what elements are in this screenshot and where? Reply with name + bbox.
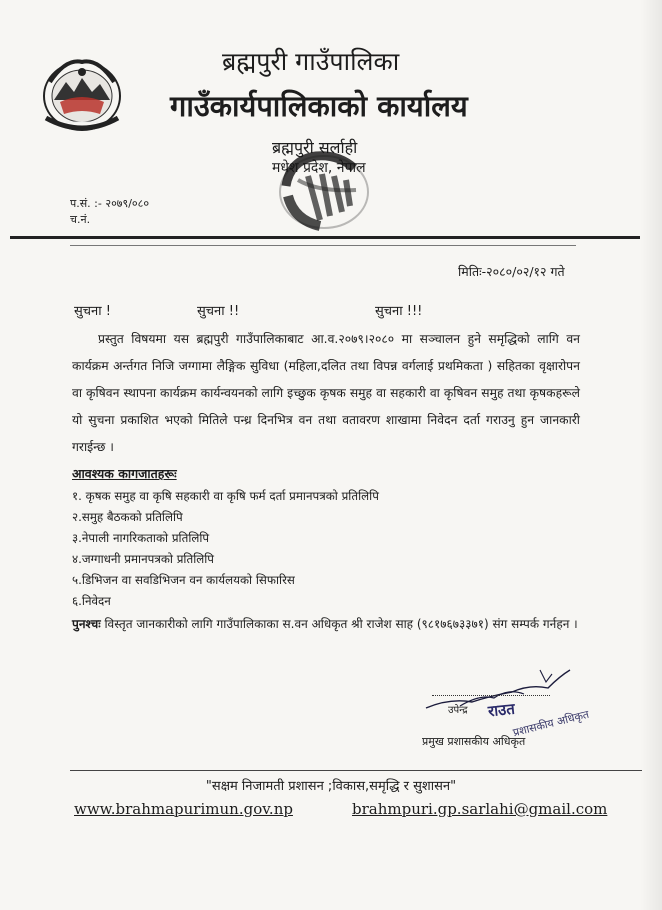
signatory-name: उपेन्द्र (448, 705, 468, 716)
page-edge-shadow (640, 0, 662, 910)
postscript-text: विस्तृत जानकारीको लागि गाउँपालिकाका स.वन अधिकृत श्री राजेश साह (९८१७६७३३७१) संग सम्पर्क गर्नहन । (104, 617, 578, 631)
document-item: ३.नेपाली नागरिकताको प्रतिलिपि (72, 531, 210, 545)
office-name: गाउँकार्यपालिकाको कार्यालय (170, 89, 468, 123)
reference-number: प.सं. :- २०७९/०८० (70, 197, 150, 210)
nepal-emblem-icon (36, 52, 128, 136)
signatory-name-handwritten: राउत (487, 699, 516, 721)
required-documents-list (72, 486, 379, 612)
letter-date: मितिः-२०८०/०२/१२ गते (458, 264, 565, 279)
address-line-2: मधेश प्रदेश, नेपाल (272, 160, 366, 176)
signature-line (432, 695, 550, 696)
website-link[interactable]: www.brahmapurimun.gov.np (74, 800, 293, 818)
address-line-1: ब्रह्मपुरी सर्लाही (272, 138, 358, 157)
office-stamp-icon (268, 146, 380, 234)
document-item: १. कृषक समुह वा कृषि सहकारी वा कृषि फर्म दर्ता प्रमानपत्रको प्रतिलिपि (72, 489, 379, 503)
notice-body (72, 326, 580, 461)
municipality-name: ब्रह्मपुरी गाउँपालिका (222, 47, 400, 76)
notice-body-text: प्रस्तुत विषयमा यस ब्रह्मपुरी गाउँपालिकाबाट आ.व.२०७९।२०८० मा सञ्चालन हुने समृद्धिको लागि वन कार्यक्रम अर्न्तगत निजि जग्गामा लैङ्गिक सुविधा (महिला,दलित तथा विपन्न वर्गलाई प्रथमिकता ) सहितका वृक्षारोपन वा कृषिवन स्थापना कार्यक्रम कार्यन्वयनको लागि इच्छुक कृषक समुह वा सहकारी वा कृषिवन समुह तथा कृषकहरूले यो सुचना प्रकाशित भएको मितिले पन्ध्र दिनभित्र वन तथा वतावरण शाखामा निवेदन दर्ता गराउनु हुन जानकारी गराईन्छ । (72, 332, 580, 454)
required-documents-heading: आवश्यक कागजातहरूः (72, 466, 177, 481)
email-link[interactable]: brahmpuri.gp.sarlahi@gmail.com (352, 800, 608, 818)
signatory-title-handwritten: प्रशासकीय अधिकृत (511, 707, 591, 740)
header-divider-thin (70, 245, 576, 246)
notice-word-2: सुचना !! (197, 304, 240, 319)
notice-word-3: सुचना !!! (375, 304, 423, 319)
document-item: ४.जग्गाधनी प्रमानपत्रको प्रतिलिपि (72, 552, 215, 566)
footer-divider (70, 770, 642, 771)
signatory-title: प्रमुख प्रशासकीय अधिकृत (422, 735, 526, 748)
header-divider (10, 236, 640, 239)
document-item: २.समुह बैठकको प्रतिलिपि (72, 510, 183, 524)
dispatch-number: च.नं. (70, 213, 91, 226)
notice-word-1: सुचना ! (74, 304, 111, 319)
postscript (72, 612, 582, 636)
document-item: ५.डिभिजन वा सवडिभिजन वन कार्यलयको सिफारिस (72, 573, 295, 587)
document-item: ६.निवेदन (72, 594, 111, 608)
footer-slogan: "सक्षम निजामती प्रशासन ;विकास,समृद्धि र सुशासन" (205, 779, 457, 794)
postscript-label: पुनश्चः (72, 617, 101, 631)
